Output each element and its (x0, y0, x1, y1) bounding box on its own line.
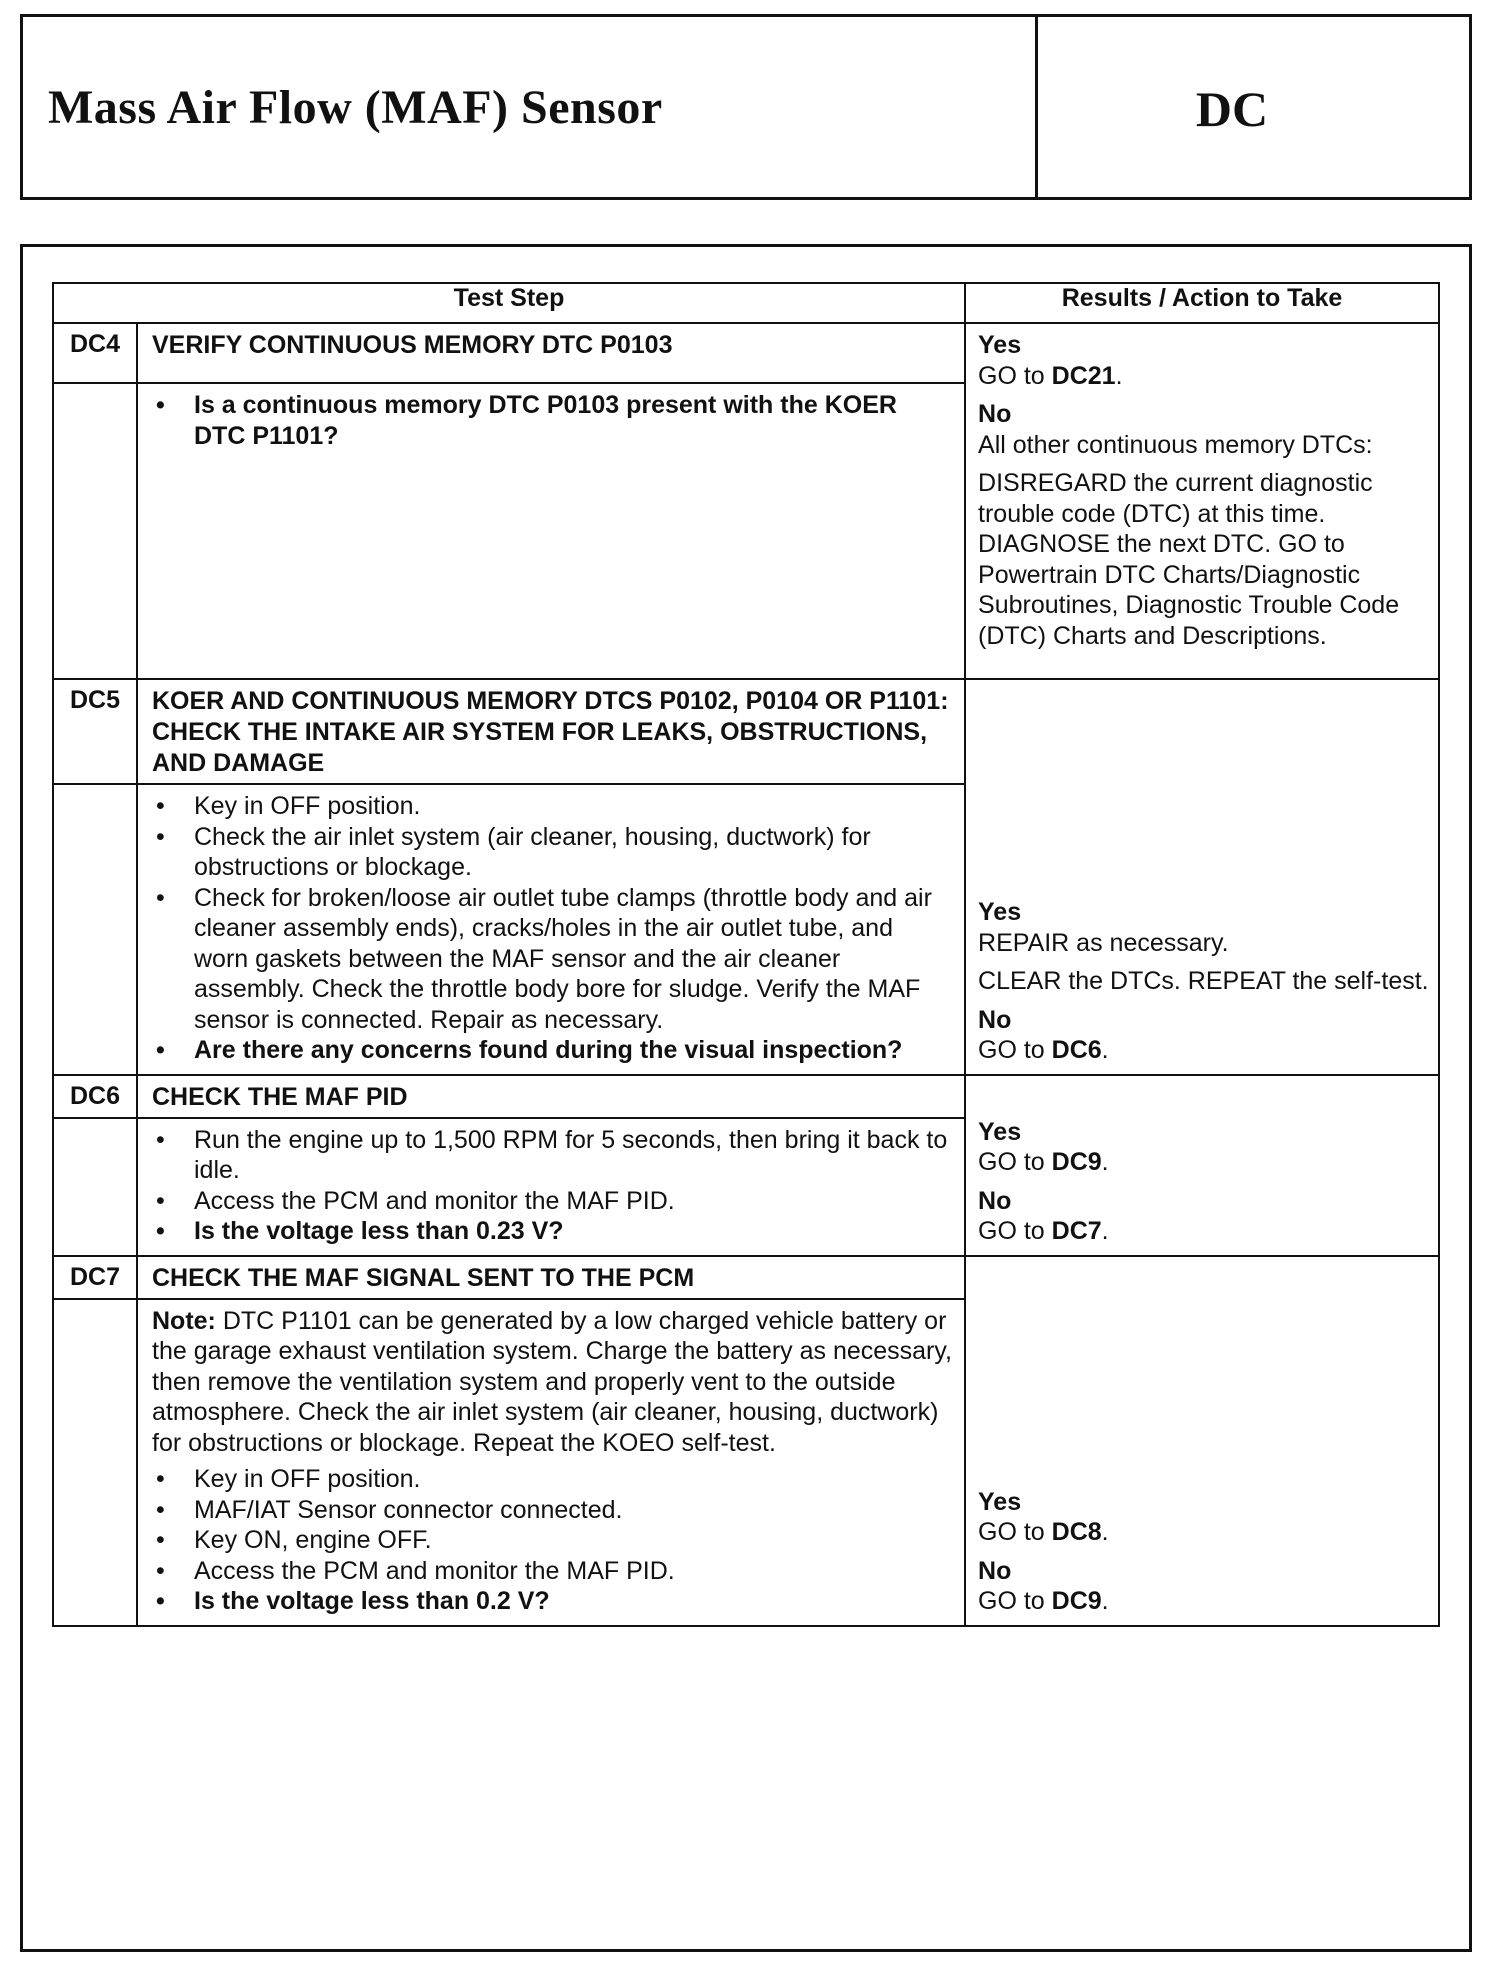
step-code: DC6 (53, 1075, 137, 1118)
no-label: No (978, 1186, 1012, 1215)
step-bullet: • Key in OFF position. (152, 1464, 954, 1495)
yes-label: Yes (978, 898, 1022, 926)
page-title: Mass Air Flow (MAF) Sensor (48, 81, 663, 134)
step-title: CHECK THE MAF PID (137, 1075, 965, 1118)
yes-action: GO to DC9. (978, 1148, 1109, 1176)
no-action: GO to DC7. (978, 1217, 1109, 1245)
step-bullet: • Key in OFF position. (152, 791, 954, 822)
step-body (137, 1299, 965, 1626)
col-test-step: Test Step (53, 283, 965, 323)
note-text: DTC P1101 can be generated by a low charged vehicle battery or the garage exhaust ventilation system. Charge the battery as necessary, then remove the ventilation system and properly vent to the outside atmosphere. Check the air inlet system (air cleaner, housing, ductwork) for obstructions or blockage. Repeat the KOEO self-test. (152, 1306, 952, 1457)
step-bullet: • Key ON, engine OFF. (152, 1525, 954, 1556)
step-body (137, 383, 965, 679)
step-dc4-results (965, 323, 1439, 679)
step-body (137, 1118, 965, 1256)
yes-label: Yes (978, 1117, 1022, 1146)
section-code: DC (1195, 81, 1269, 137)
yes-line: CLEAR the DTCs. REPEAT the self-test. (978, 967, 1429, 995)
step-dc4-title-row (53, 323, 1439, 383)
table-header-row (53, 283, 1439, 323)
no-line: DISREGARD the current diagnostic trouble code (DTC) at this time. DIAGNOSE the next DTC. GO to Powertrain DTC Charts/Diagnostic Subroutines, Diagnostic Trouble Code (DTC) Charts and Descriptions. (978, 469, 1400, 650)
no-label: No (978, 1556, 1012, 1585)
step-body (137, 784, 965, 1075)
step-bullet: • Access the PCM and monitor the MAF PID. (152, 1556, 954, 1587)
step-bullet: • Are there any concerns found during the visual inspection? (152, 1035, 954, 1066)
step-bullet: • Run the engine up to 1,500 RPM for 5 seconds, then bring it back to idle. (152, 1125, 954, 1186)
note-label: Note: (152, 1306, 216, 1335)
no-action: GO to DC9. (978, 1587, 1109, 1615)
yes-label: Yes (978, 1487, 1022, 1516)
step-dc5-title-row (53, 679, 1439, 784)
yes-action: GO to DC8. (978, 1518, 1109, 1546)
step-dc5-results (965, 679, 1439, 1075)
step-dc6-title-row (53, 1075, 1439, 1118)
step-title: CHECK THE MAF SIGNAL SENT TO THE PCM (137, 1256, 965, 1299)
step-code: DC7 (53, 1256, 137, 1299)
col-results: Results / Action to Take (965, 283, 1439, 323)
step-bullet: • Access the PCM and monitor the MAF PID. (152, 1186, 954, 1217)
step-bullet: • Check the air inlet system (air cleaner, housing, ductwork) for obstructions or blockage. (152, 822, 954, 883)
step-bullet: • Check for broken/loose air outlet tube clamps (throttle body and air cleaner assembly ends), cracks/holes in the air outlet tube, and worn gaskets between the MAF sensor and the air cleaner assembly. Check the throttle body bore for sludge. Verify the MAF sensor is connected. Repair as necessary. (152, 883, 954, 1036)
step-code: DC4 (53, 323, 137, 383)
step-title: VERIFY CONTINUOUS MEMORY DTC P0103 (137, 323, 965, 383)
yes-line: REPAIR as necessary. (978, 928, 1229, 957)
step-title: KOER AND CONTINUOUS MEMORY DTCS P0102, P0104 OR P1101: CHECK THE INTAKE AIR SYSTEM FOR LEAKS, OBSTRUCTIONS, AND DAMAGE (137, 679, 965, 784)
no-line: All other continuous memory DTCs: (978, 430, 1373, 459)
step-dc6-results (965, 1075, 1439, 1256)
step-code: DC5 (53, 679, 137, 784)
yes-label: Yes (978, 331, 1022, 359)
no-action: GO to DC6. (978, 1036, 1109, 1064)
no-label: No (978, 400, 1012, 428)
step-dc7-results (965, 1256, 1439, 1626)
no-label: No (978, 1005, 1012, 1034)
step-bullet: • Is the voltage less than 0.23 V? (152, 1216, 954, 1247)
step-dc7-title-row (53, 1256, 1439, 1299)
yes-action: GO to DC21. (978, 361, 1123, 390)
step-note (152, 1306, 954, 1459)
step-bullet: • MAF/IAT Sensor connector connected. (152, 1495, 954, 1526)
step-bullet: • Is the voltage less than 0.2 V? (152, 1586, 954, 1617)
diagnostic-table (52, 282, 1440, 1627)
step-bullet: • Is a continuous memory DTC P0103 present with the KOER DTC P1101? (152, 390, 954, 451)
